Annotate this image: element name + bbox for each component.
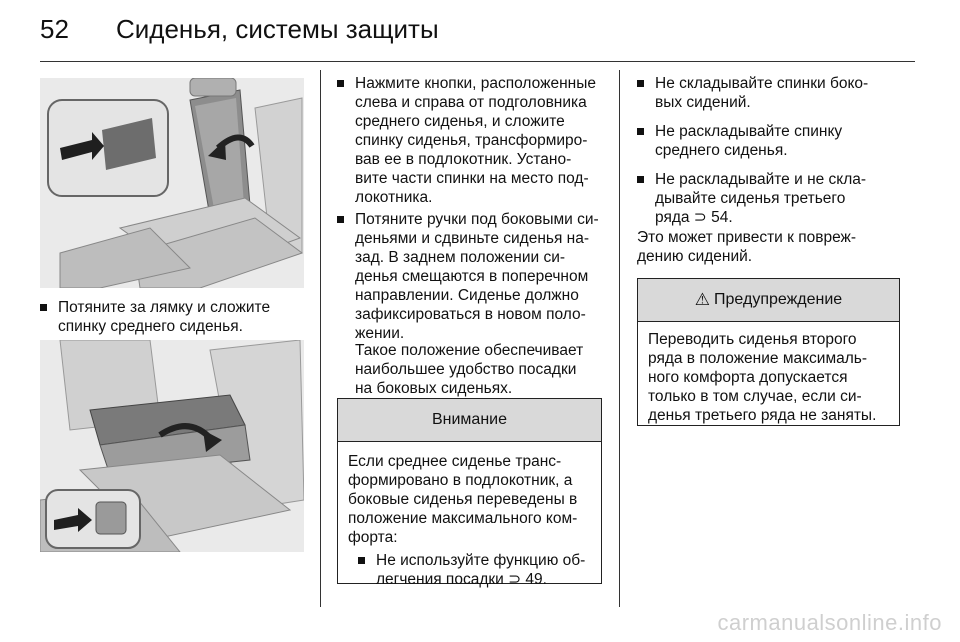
column-divider — [320, 70, 321, 607]
bullet-marker — [40, 304, 47, 311]
warning-box-label: Предупреждение — [714, 291, 843, 308]
caution-box — [337, 398, 602, 588]
page-header — [0, 0, 960, 62]
list-item: Не используйте функцию об- легчения посадки ⊃ 49. — [358, 551, 601, 589]
bullet-marker — [337, 216, 344, 223]
list-item: Потяните ручки под боковыми си- деньями и сдвиньте сиденья на- зад. В заднем положении си- денья смещаются в поперечном направлении. Сиденье должно зафиксироваться в новом поло- жении. — [337, 210, 630, 343]
seat-fold-illustration — [40, 78, 304, 288]
bullet-marker — [337, 80, 344, 87]
bullet-marker — [637, 176, 644, 183]
warning-box-body: Переводить сиденья второго ряда в положение максималь- ного комфорта допускается только в том случае, если си- денья третьего ряда не заняты. — [648, 331, 877, 424]
list-item: Не раскладывайте спинку среднего сиденья. — [637, 122, 930, 160]
warning-box — [637, 278, 900, 426]
list-item: Потяните за лямку и сложите спинку среднего сиденья. — [40, 298, 328, 336]
warning-box-title — [638, 279, 899, 322]
paragraph: Это может привести к повреж- дению сидений. — [637, 229, 857, 265]
chapter-title: Сиденья, системы защиты — [116, 14, 439, 44]
list-item: Не раскладывайте и не скла- дывайте сиденья третьего ряда ⊃ 54. — [637, 170, 930, 227]
bullet-marker — [637, 80, 644, 87]
list-item: Нажмите кнопки, расположенные слева и справа от подголовника среднего сиденья, и сложите спинку сиденья, трансформиро- вав ее в подлокотник. Устано- вите части спинки на место под- локотника. — [337, 74, 630, 207]
caution-box-body: Если среднее сиденье транс- формировано в подлокотник, а боковые сиденья переведены в положение максимального ком- форта: Не используйте функцию об- легчения посадки ⊃ 49. — [338, 442, 601, 589]
paragraph: Такое положение обеспечивает наибольшее удобство посадки на боковых сиденьях. — [355, 342, 584, 397]
watermark: carmanualsonline.info — [717, 610, 942, 635]
warning-triangle-icon: ⚠ — [694, 290, 711, 309]
bullet-marker — [358, 557, 365, 564]
page-number: 52 — [40, 14, 69, 44]
bullet-marker — [637, 128, 644, 135]
list-item: Не складывайте спинки боко- вых сидений. — [637, 74, 930, 112]
armrest-illustration — [40, 340, 304, 552]
caution-box-title: Внимание — [338, 399, 601, 442]
header-divider — [40, 61, 915, 62]
